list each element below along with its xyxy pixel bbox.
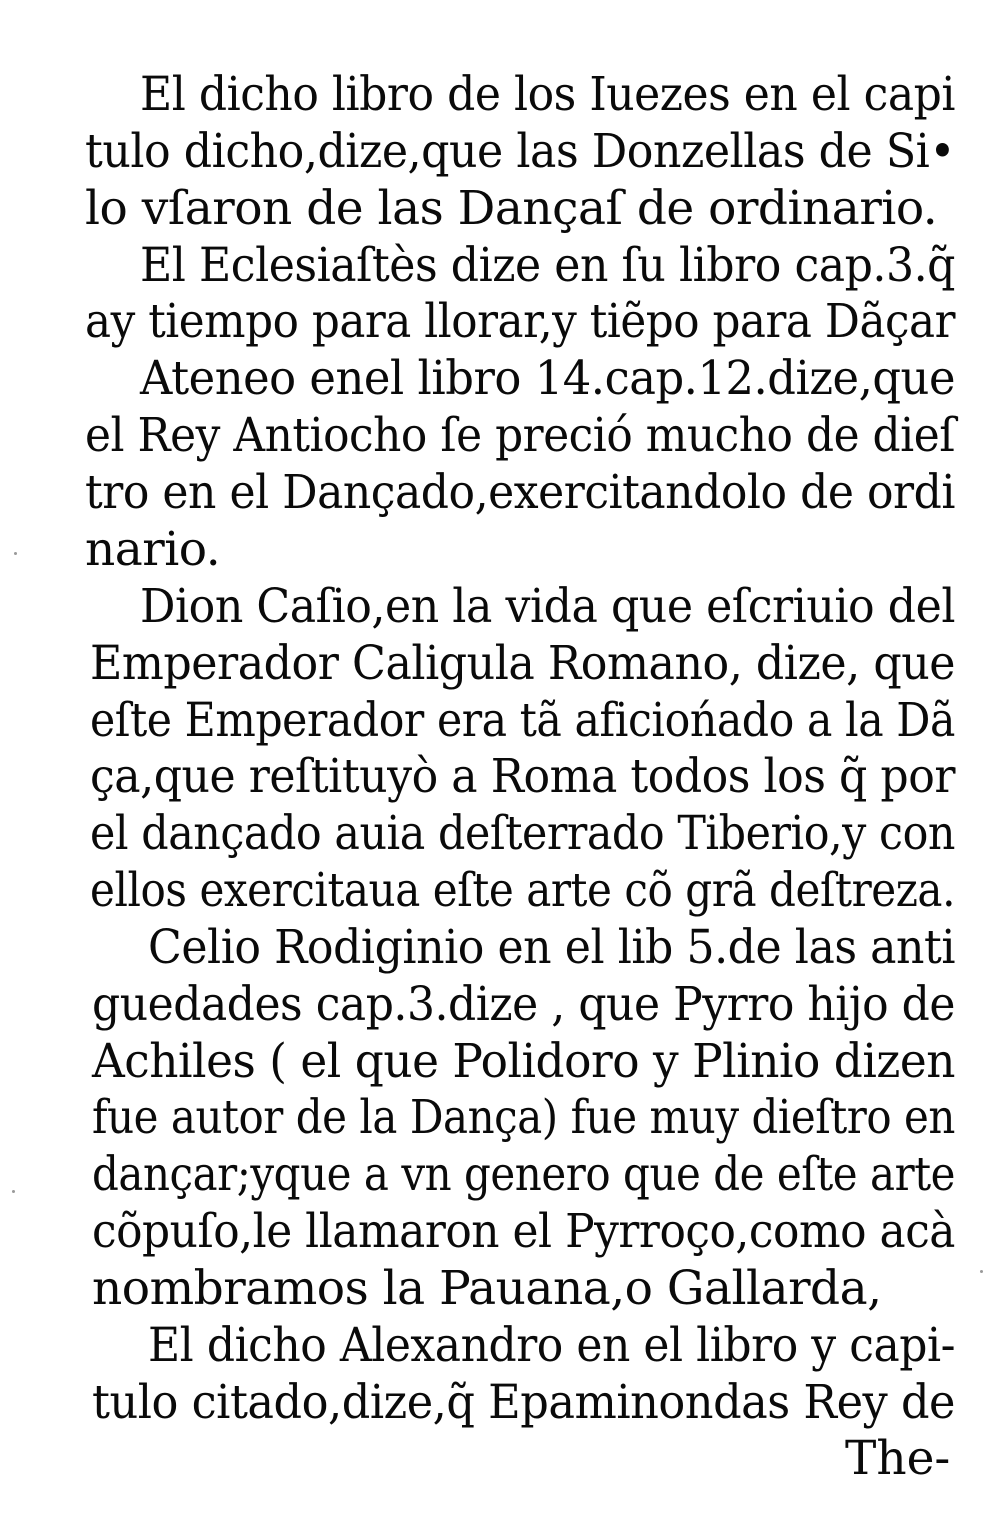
text-line-6: Ateneo enel libro 14.cap.12.dize,que — [140, 351, 955, 406]
text-line-13: ça,que reſtituyò a Roma todos los q̃ por — [90, 749, 955, 804]
catchword: The- — [845, 1431, 951, 1486]
text-line-3: lo vſaron de las Dançaſ de ordinario. — [85, 181, 938, 236]
text-line-23: El dicho Alexandro en el libro y capi- — [148, 1318, 955, 1373]
text-line-10: Dion Caſio,en la vida que eſcriuio del — [140, 579, 955, 634]
text-line-11: Emperador Caligula Romano, dize, que — [90, 636, 955, 691]
text-line-8: tro en el Dançado,exercitandolo de ordi — [85, 465, 955, 520]
paper-speck — [14, 552, 17, 555]
paper-speck — [980, 1270, 983, 1273]
text-line-12: eſte Emperador era tã aficiońado a la Dã — [90, 693, 955, 748]
text-line-24: tulo citado,dize,q̃ Epaminondas Rey de — [92, 1375, 955, 1430]
text-line-17: guedades cap.3.dize , que Pyrro hijo de — [92, 977, 955, 1032]
text-line-2: tulo dicho,dize,que las Donzellas de Si• — [85, 124, 955, 179]
text-line-20: dançar;yque a vn genero que de eſte arte — [92, 1147, 955, 1202]
text-line-9: nario. — [85, 522, 221, 577]
text-line-4: El Eclesiaſtès dize en ſu libro cap.3.q̃ — [140, 238, 955, 293]
text-line-5: ay tiempo para llorar,y tiẽpo para Dãçar — [85, 294, 955, 349]
text-line-19: fue autor de la Dança) fue muy dieſtro en — [92, 1090, 955, 1145]
text-line-16: Celio Rodiginio en el lib 5.de las anti — [148, 920, 955, 975]
text-line-15: ellos exercitaua eſte arte cõ grã deſtreza. — [90, 863, 955, 918]
paper-speck — [12, 1190, 15, 1193]
text-line-18: Achiles ( el que Polidoro y Plinio dizen — [92, 1034, 955, 1089]
text-line-22: nombramos la Pauana,o Gallarda, — [92, 1261, 882, 1316]
text-line-7: el Rey Antiocho ſe preció mucho de dieſ — [85, 408, 955, 463]
text-line-21: cõpuſo,le llamaron el Pyrroço,como acà — [92, 1204, 956, 1259]
text-line-1: El dicho libro de los Iuezes en el capi — [140, 67, 955, 122]
text-line-14: el dançado auia deſterrado Tiberio,y con — [90, 806, 955, 861]
